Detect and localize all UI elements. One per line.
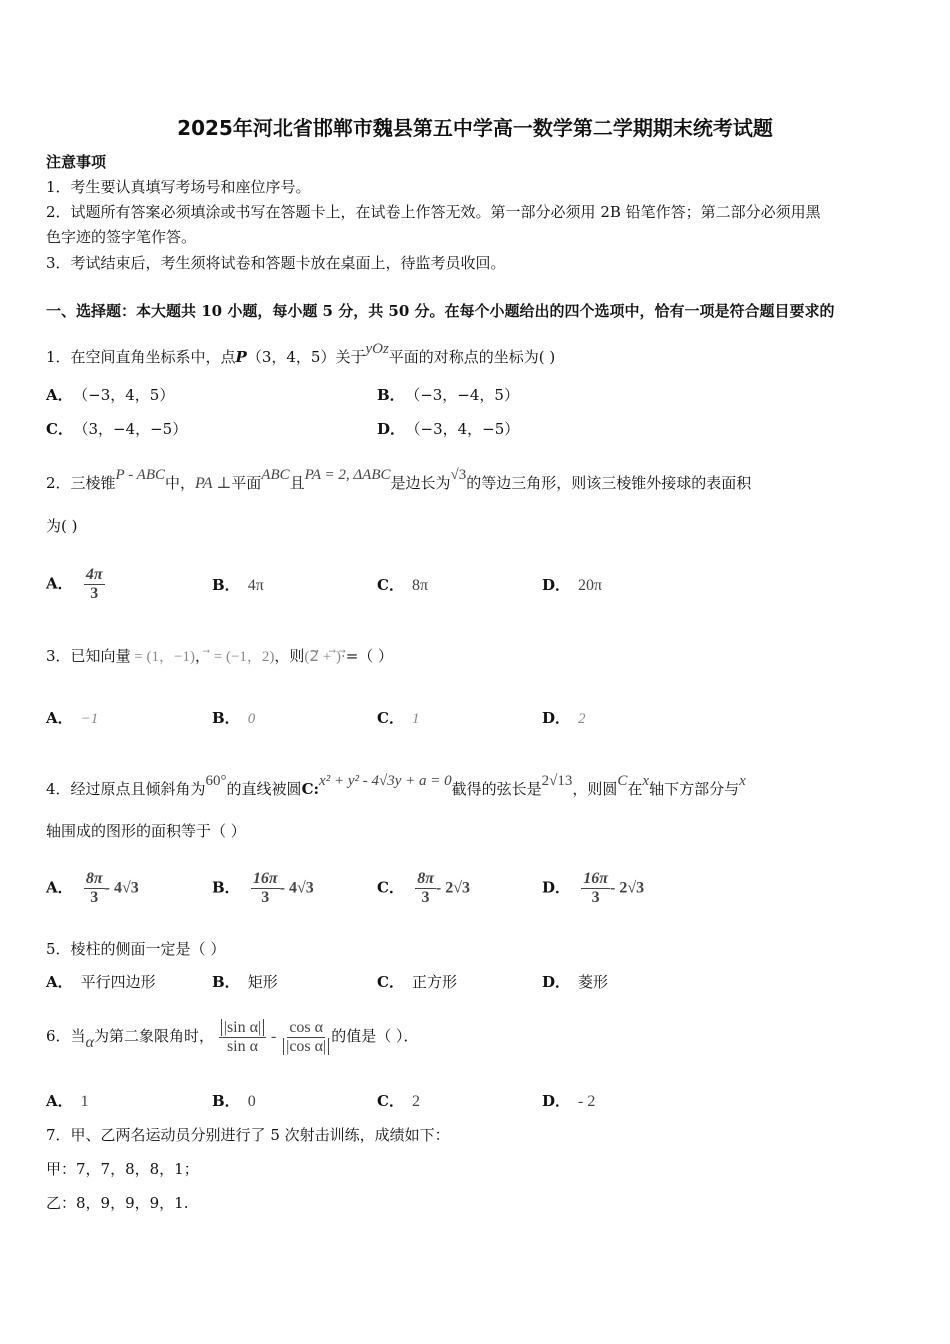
q5-option-c[interactable]: C． 正方形 [377,973,457,991]
q3-option-b[interactable]: B． 0 [212,709,256,727]
question-3-stem: 3．已知向量⃗ = (1，−1)，⃗ = (−1，2)，则(2⃗ + ⃗)·⃗=（ ） [46,647,394,665]
q1-option-d[interactable]: D． （−3，4，−5） [377,420,520,438]
question-4-stem: 4．经过原点且倾斜角为60°的直线被圆C:x² + y² - 4√3y + a = 0截得的弦长是2√13，则圆C在x轴下方部分与x [46,773,746,798]
question-6-stem: 6．当α为第二象限角时， $\frac{\text{|sin α|}}{\text{sin α}}$ - $\frac{\text{cos α}}{\text{|cos α|}}$ 的值是（ ）． [46,1018,419,1055]
page-title: 2025年河北省邯郸市魏县第五中学高一数学第二学期期末统考试题 [177,116,773,140]
question-7-stem: 7．甲、乙两名运动员分别进行了 5 次射击训练，成绩如下： [46,1126,450,1144]
q2-option-b[interactable]: B． 4π [212,576,264,594]
vector-b-expr: ⃗ = (−1，2) [209,649,275,665]
q1-option-a[interactable]: A． （−3，4，5） [46,386,175,404]
q2-option-c[interactable]: C． 8π [377,576,429,594]
q5-option-b[interactable]: B． 矩形 [212,973,278,991]
vector-a-expr: ⃗ = (1，−1) [130,649,195,665]
q6-option-c[interactable]: C． 2 [377,1092,420,1110]
notice-item-3: 3．考试结束后，考生须将试卷和答题卡放在桌面上，待监考员收回。 [46,254,506,272]
q7-scores-jia: 甲：7，7，8，8，1； [46,1160,199,1178]
q5-option-a[interactable]: A． 平行四边形 [46,973,156,991]
question-5-stem: 5．棱柱的侧面一定是（ ） [46,940,226,958]
notice-item-2-cont: 色字迹的签字笔作答。 [46,228,197,246]
q4-option-d[interactable]: D． $\frac{16\pi}{3}$ - 2√3 [542,870,645,906]
q4-option-a[interactable]: A． $\frac{8\pi}{3}$ - 4√3 [46,870,139,906]
q3-option-a[interactable]: A． −1 [46,709,99,727]
question-4-stem-cont: 轴围成的图形的面积等于（ ） [46,822,246,840]
notice-heading: 注意事项 [46,153,107,171]
q6-option-b[interactable]: B． 0 [212,1092,256,1110]
q4-option-b[interactable]: B． $\frac{16\pi}{3}$ - 4√3 [212,870,314,906]
section-heading: 一、选择题：本大题共 10 小题，每小题 5 分，共 50 分。在每个小题给出的四个选项中，恰有一项是符合题目要求的 [46,302,835,320]
q2-option-d[interactable]: D． 20π [542,576,603,594]
q3-option-d[interactable]: D． 2 [542,709,586,727]
q2-option-a[interactable]: A． $\frac{4\pi}{3}$ [46,566,103,602]
q5-option-d[interactable]: D． 菱形 [542,973,609,991]
q4-option-c[interactable]: C． $\frac{8\pi}{3}$ - 2√3 [377,870,471,906]
q7-scores-yi: 乙：8，9，9，9，1. [46,1194,189,1212]
q1-option-c[interactable]: C． （3，−4，−5） [46,420,188,438]
q3-option-c[interactable]: C． 1 [377,709,420,727]
notice-item-1: 1．考生要认真填写考场号和座位序号。 [46,178,311,196]
q6-option-d[interactable]: D． - 2 [542,1092,596,1110]
notice-item-2: 2．试题所有答案必须填涂或书写在答题卡上，在试卷上作答无效。第一部分必须用 2B 铅笔作答；第二部分必须用黑 [46,203,821,221]
q1-option-b[interactable]: B． （−3，−4，5） [377,386,519,404]
question-2-stem: 2．三棱锥P - ABC中，PA ⊥平面ABC且PA = 2, ΔABC是边长为√3的等边三角形，则该三棱锥外接球的表面积 [46,467,752,492]
dot-product-expr: (2⃗ + ⃗)·⃗ [304,649,346,665]
question-2-stem-cont: 为( ) [46,517,78,535]
question-1-stem: 1．在空间直角坐标系中，点P（3，4，5）关于yOz平面的对称点的坐标为( ) [46,341,556,366]
q6-option-a[interactable]: A． 1 [46,1092,89,1110]
